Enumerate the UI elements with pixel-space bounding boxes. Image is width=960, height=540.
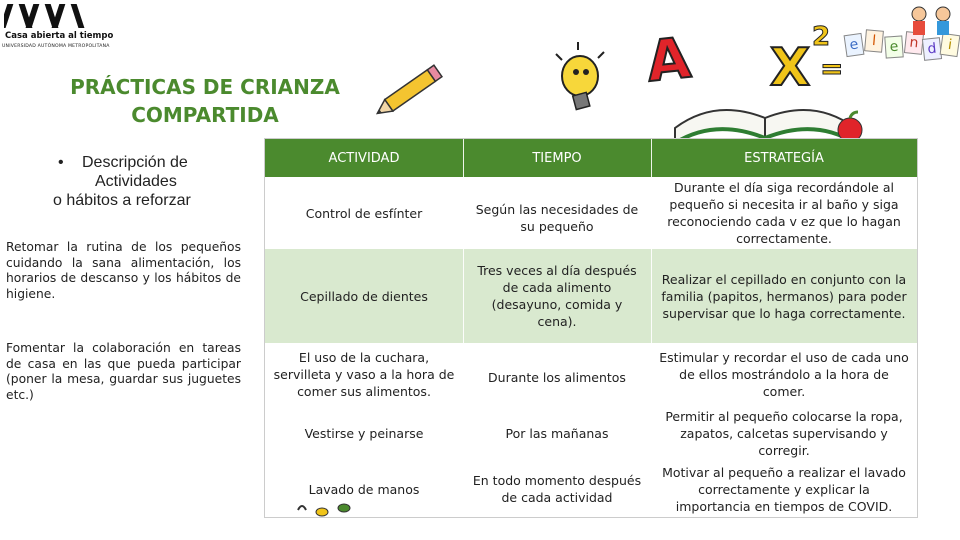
letter-x-icon: X [770, 38, 811, 98]
bullet-description [40, 153, 240, 210]
habits-table [264, 138, 918, 518]
title-line-1: PRÁCTICAS DE CRIANZA [70, 75, 340, 99]
cell-time: Durante los alimentos [488, 369, 626, 385]
kids-icon [905, 2, 960, 42]
lightbulb-icon [548, 40, 618, 120]
cell-activity: Vestirse y peinarse [304, 425, 424, 441]
cell-time: Por las mañanas [505, 425, 609, 441]
cell-activity: Cepillado de dientes [300, 288, 428, 304]
cell-strategy: Motivar al pequeño a realizar el lavado correctamente y explicar la importancia en tiempos de COVID. [662, 464, 906, 514]
table-header [265, 139, 917, 177]
equals-icon: = [820, 52, 844, 85]
letter-block: e [844, 33, 865, 57]
doodle-icon [292, 496, 362, 524]
bullet-line-2: Actividades [95, 173, 177, 190]
column-divider [463, 139, 464, 517]
pencil-icon [375, 52, 455, 122]
letter-block: i [940, 33, 960, 57]
letter-block: n [904, 31, 924, 55]
paragraph-collaboration: Fomentar la colaboración en tareas de casa en las que pueda participar (poner la mesa, guardar sus juguetes etc.) [6, 341, 241, 402]
table-row [265, 343, 917, 405]
letter-block: l [864, 29, 884, 52]
table-row [265, 461, 917, 517]
bullet-line-1: Descripción de [82, 154, 188, 171]
cell-strategy: Estimular y recordar el uso de cada uno de ellos mostrándolo a la hora de comer. [659, 349, 909, 399]
bullet-line-3: o hábitos a reforzar [53, 192, 191, 209]
cell-strategy: Realizar el cepillado en conjunto con la familia (papitos, hermanos) para poder supervisar que lo haga correctamente. [661, 271, 907, 321]
letter-block: e [884, 35, 903, 58]
table-row [265, 405, 917, 461]
table-row [265, 249, 917, 343]
header-time: TIEMPO [532, 150, 582, 166]
cell-time: Según las necesidades de su pequeño [475, 202, 639, 234]
cell-time: En todo momento después de cada actividad [472, 473, 642, 505]
cell-strategy: Permitir al pequeño colocarse la ropa, zapatos, calcetas supervisando y corregir. [665, 408, 903, 458]
cell-activity: Lavado de manos [308, 481, 420, 497]
cell-activity: El uso de la cuchara, servilleta y vaso a la hora de comer sus alimentos. [273, 349, 455, 399]
logo-text: Casa abierta al tiempo [5, 31, 114, 41]
cell-activity: Control de esfínter [305, 205, 423, 221]
table-row [265, 177, 917, 249]
header-strategy: ESTRATEGÍA [744, 150, 824, 166]
bullet-dot: • [58, 154, 64, 171]
cell-strategy: Durante el día siga recordándole al pequeño si necesita ir al baño y siga reconociendo cada v ez que lo hagan correctamente. [667, 180, 901, 246]
uam-logo [2, 2, 122, 54]
letter-a-icon: A [643, 25, 694, 96]
column-divider [651, 139, 652, 517]
logo-subtext: UNIVERSIDAD AUTÓNOMA METROPOLITANA [2, 44, 110, 49]
header-activity: ACTIVIDAD [328, 150, 400, 166]
uam-emblem-icon [4, 2, 104, 30]
letter-block: d [922, 37, 942, 61]
title-line-2: COMPARTIDA [131, 103, 279, 127]
cell-time: Tres veces al día después de cada alimento (desayuno, comida y cena). [477, 263, 637, 329]
page-title [40, 73, 370, 129]
paragraph-routine: Retomar la rutina de los pequeños cuidando la sana alimentación, los horarios de descanso y los hábitos de higiene. [6, 240, 241, 301]
exponent-icon: 2 [812, 22, 831, 52]
